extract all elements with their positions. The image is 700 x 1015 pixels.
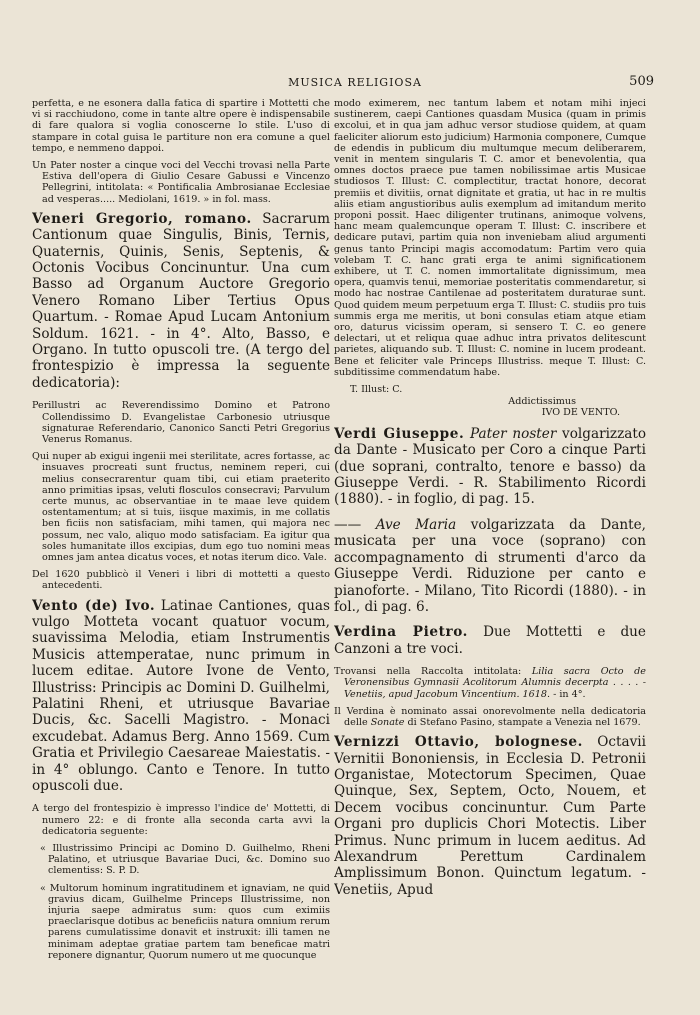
entry-veneri xyxy=(32,211,330,391)
note-text: Trovansi nella Raccolta intitolata: xyxy=(334,666,532,678)
note-italic: Sonate xyxy=(370,716,405,728)
entry-text: Due Mottetti e due Canzoni a tre voci. xyxy=(334,624,646,657)
note-text: Il Verdina è nominato assai onorevolmente nella dedicatoria delle xyxy=(334,705,646,728)
entry-vento xyxy=(32,598,330,795)
signature-line: Addictissimus xyxy=(508,395,576,407)
text-paragraph: perfetta, e ne esonera dalla fatica di spartire i Mottetti che vi si racchiudono, come in tante altre opere è indispensabile di fare qualora si voglia conoscerne lo stile. L'uso di stampare in cotal guisa le partiture non era comune a quel tempo, e nemmeno dappoi. xyxy=(32,98,330,154)
page-number: 509 xyxy=(629,74,654,89)
running-title: MUSICA RELIGIOSA xyxy=(288,76,422,89)
note-text: di Stefano Pasino, stampate a Venezia nel 1679. xyxy=(404,716,641,728)
entry-headword: Vernizzi Ottavio, bolognese. xyxy=(334,734,583,751)
note-text: - in 4°. xyxy=(550,688,586,700)
note-paragraph xyxy=(334,666,646,700)
dedication-paragraph: « Multorum hominum ingratitudinem et ignaviam, ne quid gravius dicam, Guilhelme Princeps Illustrissime, non injuria saepe admiratus sum: quos cum eximiis praeclarisque dotibus ac beneficiis natura omnium rerum parens cumulatissime donavit et instruxit: illi tamen ne minimam adeptae gratiae partem tam beneficae matri reponere dignantur, Quorum numero ut me quocunque xyxy=(40,882,330,961)
note-paragraph: Del 1620 pubblicò il Veneri i libri di mottetti a questo antecedenti. xyxy=(32,569,330,592)
dedication-paragraph: « Illustrissimo Principi ac Domino D. Guilhelmo, Rheni Palatino, et utriusque Bavariae Duci, &c. Domino suo clementiss: S. P. D. xyxy=(40,843,330,877)
page-header xyxy=(56,76,654,92)
entry-verdi xyxy=(334,426,646,508)
signature-name: IVO DE VENTO. xyxy=(541,407,620,419)
entry-verdi-ave-maria xyxy=(334,517,646,615)
entry-headword: Veneri Gregorio, romano. xyxy=(32,210,252,227)
signature-line: T. Illust: C. xyxy=(350,384,403,396)
note-paragraph xyxy=(334,706,646,728)
entry-text: Sacrarum Cantionum quae Singulis, Binis, Ternis, Quaternis, Quinis, Senis, Septenis, & Octonis Vocibus Concinuntur. Una cum Basso ad Organum Auctore Gregorio Venero Romano Liber Tertius Opus Quartum. - Romae Apud Lucam Antonium Soldum. 1621. - in 4°. Alto, Basso, e Organo. In tutto opuscoli tre. (A tergo del frontespizio è impressa la seguente dedicatoria): xyxy=(32,210,330,391)
entry-headword: Verdina Pietro. xyxy=(334,624,469,641)
dedication-paragraph: Perillustri ac Reverendissimo Domino et Patrono Collendissimo D. Evangelistae Carbonesio utriusque signaturae Referendario, Canonico Sancti Petri Gregorius Venerus Romanus. xyxy=(32,400,330,445)
entry-verdina xyxy=(334,624,646,657)
dedication-paragraph: Qui nuper ab exigui ingenii mei sterilitate, acres fortasse, ac insuaves procreati sunt fructus, neminem reperi, cui melius consecrarentur quam tibi, cui etiam praeterito anno primitias ipsas, veluti flosculos consecravi; Parvulum certe munus, ac observantiae in te maae leve quidem ostentamentum; at si tuis, iisque maximis, in me collatis ben ficiis non satisfaciam, mihi tamen, qui majora nec possum, nec valo, aliquo modo satisfaciam. Ea igitur qua soles humanitate illos excipias, dum ego tuo nomini meas omnes jam antea dicatus voces, et notas iterum dico. Vale. xyxy=(32,451,330,563)
note-italic: Lilia sacra Octo de Veronensibus Gymnasii Acolitorum Alumnis decerpta . . . . - Venetiis, apud Jacobum Vincentium. 1618. xyxy=(344,666,646,700)
entry-text: Octavii Vernitii Bononiensis, in Ecclesia D. Petronii Organistae, Motectorum Specimen, Quae Quinque, Sex, Septem, Octo, Nouem, et Decem vocibus concinuntur. Cum Parte Organi pro duplicis Chori Motectis. Liber Primus. Nunc primum in lucem aeditus. Ad Alexandrum Perettum Cardinalem Amplissimum Bonon. Quinctum legatum. - Venetiis, Apud xyxy=(334,734,646,898)
entry-title-italic: Pater noster xyxy=(470,425,557,442)
entry-headword: Vento (de) Ivo. xyxy=(32,597,156,614)
note-paragraph: Un Pater noster a cinque voci del Vecchi trovasi nella Parte Estiva dell'opera di Giulio Cesare Gabussi e Vincenzo Pellegrini, intitolata: « Pontificalia Ambrosianae Ecclesiae ad vesperas..... Mediolani, 1619. » in fol. mass. xyxy=(32,160,330,205)
entry-headword: Verdi Giuseppe. xyxy=(334,425,465,442)
note-paragraph: A tergo del frontespizio è impresso l'indice de' Mottetti, di numero 22: e di fronte alla seconda carta avvi la dedicatoria seguente: xyxy=(32,803,330,837)
left-column xyxy=(32,98,330,1003)
right-column xyxy=(334,98,646,1003)
text-paragraph: modo eximerem, nec tantum labem et notam mihi injeci sustinerem, caepi Cantiones quasdam Musica (quam in primis excolui, et in qua jam adhuc versor studiose quidem, at quam faeliciter aliorum esto judicium) Harmonia componere, Cumque de edendis in publicum diu multumque mecum deliberarem, venit in mentem singularis T. C. amor et benevolentia, qua omnes doctos praece pue tamen nobilissimae artis Musicae studiosos T. Illust: C. complectitur, tractat honore, decorat premiis et divitiis, ornat dignitate et gratia, ut hac in re multis aliis etiam angustioribus aulis exemplum ad imitandum merito proponi possit. Haec diligenter trutinans, animoque volvens, hanc meam qualemcunque operam T. Illust: C. inscribere et dedicare putavi, partim quia non inveniebam aliud argumenti genus tanto Principi magis accomodatum: Partim vero quia volebam T. C. hanc grati erga te animi significationem exhibere, ut T. C. nomen immortalitate dignissimum, mea opera, quamvis tenui, memoriae posteritatis commendaretur, si modo hac nostrae Cantilenae ad posteritatem duraturae sunt. Quod quidem meum perpetuum erga T. Illust: C. studiis pro tuis summis erga me meritis, ut boni consulas etiam atque etiam oro, daturus vicissim operam, si sensero T. C. eo genere delectari, ut et reliqua quae adhuc intra privatos delitescunt parietes, aliquando sub. T. Illust: C. nomine in lucem prodeant. Bene et feliciter vale Princeps Illustriss. meque T. Illust: C. subditissime commendatum habe. xyxy=(334,98,646,378)
entry-vernizzi xyxy=(334,734,646,898)
entry-text: Latinae Cantiones, quas vulgo Motteta vocant quatuor vocum, suavissima Melodia, etiam Instrumentis Musicis attemperatae, nunc primum in lucem editae. Autore Ivone de Vento, Illustriss: Principis ac Domini D. Guilhelmi, Palatini Rheni, et utriusque Bavariae Ducis, &c. Sacelli Magistro. - Monaci excudebat. Adamus Berg. Anno 1569. Cum Gratia et Privilegio Caesareae Maiestatis. - in 4° oblungo. Canto e Tenore. In tutto opuscoli due. xyxy=(32,597,330,795)
entry-title-italic: Ave Maria xyxy=(375,516,457,533)
entry-dash: —— xyxy=(334,516,376,533)
entry-text: volgarizzata da Dante, musicata per una voce (soprano) con accompagnamento di strumenti d'arco da Giuseppe Verdi. Riduzione per canto e pianoforte. - Milano, Tito Ricordi (1880). - in fol., di pag. 6. xyxy=(334,516,646,615)
entry-text: volgarizzato da Dante - Musicato per Coro a cinque Parti (due soprani, contralto, tenore e basso) da Giuseppe Verdi. - R. Stabilimento Ricordi (1880). - in foglio, di pag. 15. xyxy=(334,425,646,508)
